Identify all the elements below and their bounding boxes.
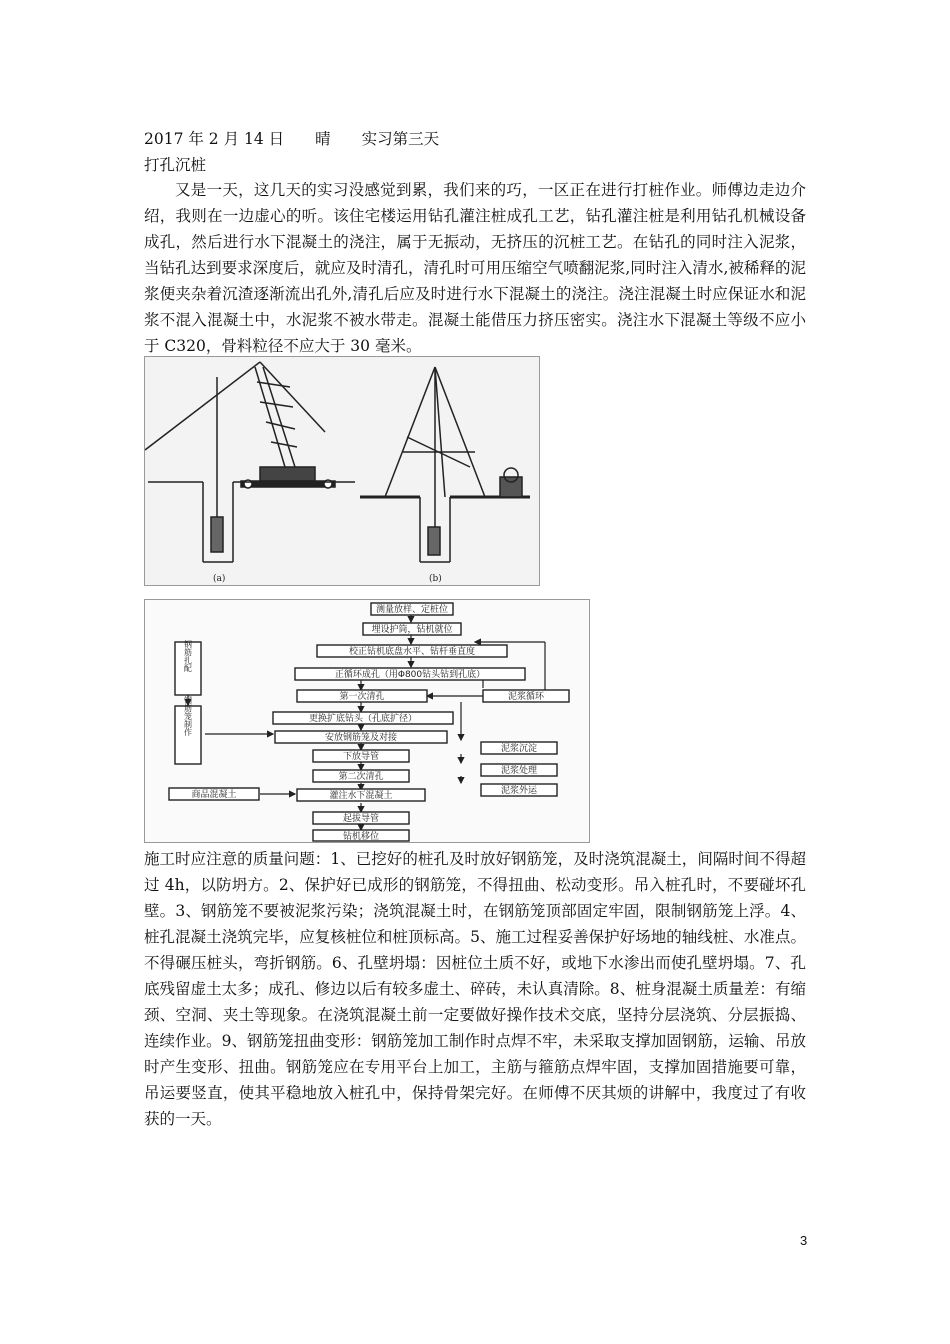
date-line: 2017 年 2 月 14 日 晴 实习第三天 xyxy=(144,130,440,148)
label-b: (b) xyxy=(429,574,442,584)
step-12: 钻机移位 xyxy=(342,832,380,842)
step-10: 灌注水下混凝土 xyxy=(329,791,393,801)
step-1: 测量放样、定桩位 xyxy=(375,605,449,615)
left-step-1: 钢筋扎配 xyxy=(183,640,193,672)
step-5: 第一次清孔 xyxy=(339,692,385,702)
right-step-2: 泥浆沉淀 xyxy=(500,744,538,754)
step-9: 第二次清孔 xyxy=(338,772,384,782)
right-step-1: 泥浆循环 xyxy=(507,692,545,702)
intro-paragraph: 又是一天，这几天的实习没感觉到累，我们来的巧，一区正在进行打桩作业。师傅边走边介绍，我则在一边虚心的听。该住宅楼运用钻孔灌注桩成孔工艺，钻孔灌注桩是利用钻孔机械设备成孔，然后进行水下混凝土的浇注，属于无振动，无挤压的沉桩工艺。在钻孔的同时注入泥浆，当钻孔达到要求深度后，就应及时清孔，清孔时可用压缩空气喷翻泥浆,同时注入清水,被稀释的泥浆便夹杂着沉渣逐渐流出孔外,清孔后应及时进行水下混凝土的浇注。浇注混凝土时应保证水和泥浆不混入混凝土中，水泥浆不被水带走。混凝土能借压力挤压密实。浇注水下混凝土等级不应小于 C320，骨料粒径不应大于 30 毫米。 xyxy=(144,181,806,355)
step-7: 安放钢筋笼及对接 xyxy=(324,733,398,743)
crawler-rig-icon xyxy=(145,362,355,562)
flowchart-drawing xyxy=(145,600,589,842)
right-step-4: 泥浆外运 xyxy=(500,786,538,796)
drilling-rig-figure xyxy=(144,356,540,586)
concrete-box: 商品混凝土 xyxy=(191,790,237,800)
quality-paragraph: 施工时应注意的质量问题：1、已挖好的桩孔及时放好钢筋笼，及时浇筑混凝土，间隔时间不得超过 4h，以防坍方。2、保护好已成形的钢筋笼，不得扭曲、松动变形。吊入桩孔时，不要碰坏孔壁。3、钢筋笼不要被泥浆污染；浇筑混凝土时，在钢筋笼顶部固定牢固，限制钢筋笼上浮。4、桩孔混凝土浇筑完毕，应复核桩位和桩顶标高。5、施工过程妥善保护好场地的轴线桩、水准点。不得碾压桩头，弯折钢筋。6、孔壁坍塌：因桩位土质不好，或地下水渗出而使孔壁坍塌。7、孔底残留虚土太多；成孔、修边以后有较多虚土、碎砖，未认真清除。8、桩身混凝土质量差：有缩颈、空洞、夹土等现象。在浇筑混凝土前一定要做好操作技术交底，坚持分层浇筑、分层振捣、连续作业。9、钢筋笼扭曲变形：钢筋笼加工制作时点焊不牢，未采取支撑加固钢筋，运输、吊放时产生变形、扭曲。钢筋笼应在专用平台上加工，主筋与箍筋点焊牢固，支撑加固措施要可靠，吊运要竖直，使其平稳地放入桩孔中，保持骨架完好。在师傅不厌其烦的讲解中，我度过了有收获的一天。 xyxy=(144,850,806,1128)
tripod-rig-icon xyxy=(360,367,530,562)
left-step-2: 钢筋笼制作 xyxy=(183,696,193,736)
page-number: 3 xyxy=(800,1233,808,1248)
step-8: 下放导管 xyxy=(342,752,380,762)
step-3: 校正钻机底盘水平、钻杆垂直度 xyxy=(348,647,476,657)
step-6: 更换扩底钻头（孔底扩径） xyxy=(308,714,418,724)
step-11: 起拔导管 xyxy=(342,814,380,824)
topic-title: 打孔沉桩 xyxy=(144,156,207,174)
drilling-rig-drawing xyxy=(145,357,539,585)
right-step-3: 泥浆处理 xyxy=(500,766,538,776)
label-a: (a) xyxy=(213,574,226,584)
step-4: 正循环成孔（用Φ800钻头钻到孔底） xyxy=(334,670,486,680)
step-2: 埋设护筒，钻机就位 xyxy=(371,625,453,635)
construction-flowchart xyxy=(144,599,590,843)
